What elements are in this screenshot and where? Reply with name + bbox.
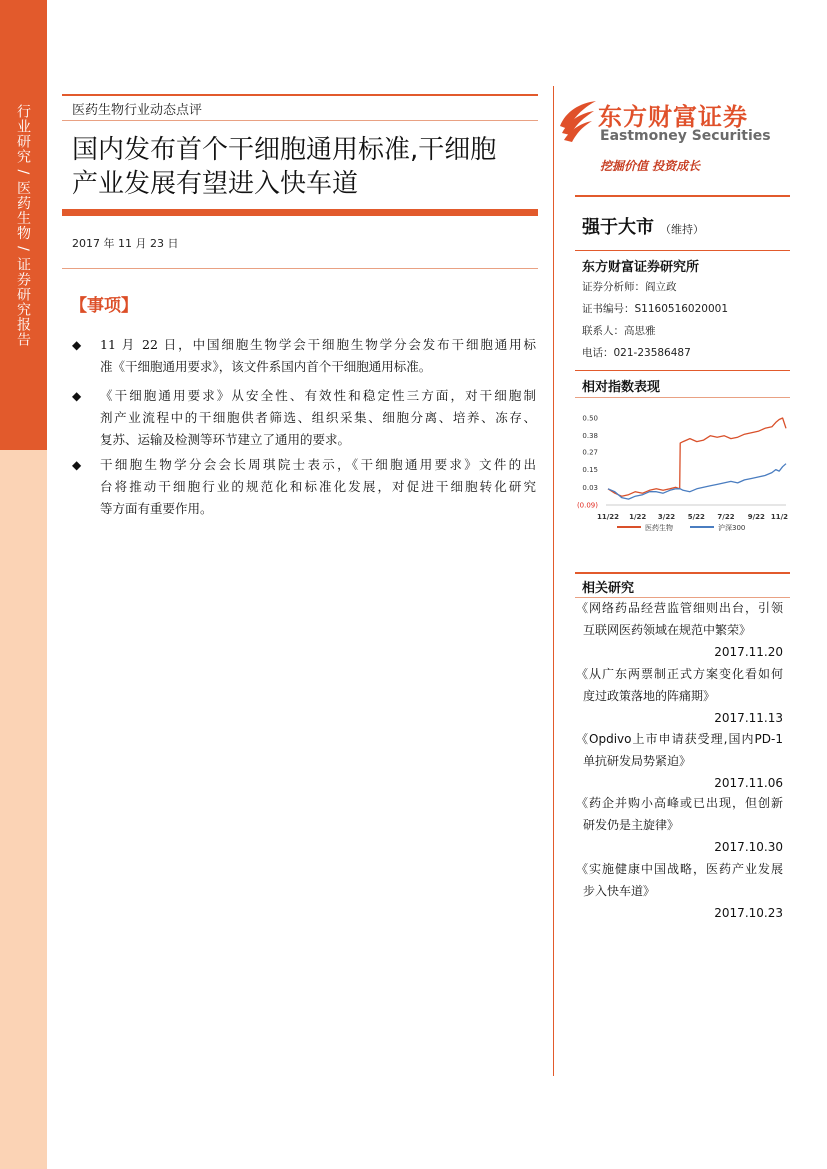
- related-report-title-line: 《药企并购小高峰或已出现，但创新: [576, 796, 783, 810]
- related-report-title-line: 《从广东两票制正式方案变化看如何: [576, 667, 783, 681]
- y-tick-label: 0.03: [582, 483, 598, 492]
- analyst-name: 证券分析师：阎立政: [582, 281, 677, 293]
- bullet-line: 准《干细胞通用要求》，该文件系国内首个干细胞通用标准。: [100, 359, 432, 374]
- related-report-item: [576, 663, 783, 729]
- eastmoney-logo-icon: [557, 98, 597, 144]
- legend-label: 沪深300: [718, 524, 746, 532]
- related-report-title-line: 《网络药品经营监管细则出台，引领: [576, 601, 783, 615]
- related-report-title-line: 度过政策落地的阵痛期》: [583, 689, 716, 703]
- related-report-title-line: 《实施健康中国战略，医药产业发展: [576, 862, 783, 876]
- bullet-item: [72, 454, 536, 524]
- chart-section-top-rule: [575, 370, 790, 371]
- diamond-bullet-icon: ◆: [72, 458, 82, 472]
- x-tick-label: 11/2: [770, 513, 788, 521]
- section-heading: 【事项】: [70, 296, 138, 316]
- y-tick-label: 0.50: [582, 414, 598, 423]
- x-tick-label: 1/22: [629, 513, 647, 521]
- related-report-title-line: 《Opdivo上市申请获受理,国内PD-1: [576, 732, 783, 746]
- bullet-line: 《干细胞通用要求》从安全性、有效性和稳定性三方面，对干细胞制: [100, 388, 536, 403]
- y-tick-label: 0.27: [582, 448, 598, 457]
- related-report-date: 2017.11.13: [714, 711, 783, 725]
- phone-number: 电话：021-23586487: [582, 347, 691, 359]
- x-tick-label: 3/22: [657, 513, 676, 521]
- related-report-date: 2017.11.06: [714, 776, 783, 790]
- bullet-line: 等方面有重要作用。: [100, 501, 213, 516]
- report-date: 2017 年 11 月 23 日: [72, 237, 179, 250]
- institute-name: 东方财富证券研究所: [582, 260, 700, 275]
- bullet-line: 台将推动干细胞行业的规范化和标准化发展，对促进干细胞转化研究: [100, 479, 536, 494]
- header-bottom-rule: [62, 120, 538, 121]
- column-divider: [553, 86, 554, 1076]
- brand-name: 东方财富证券: [598, 103, 748, 131]
- related-report-item: [576, 597, 783, 663]
- bullet-text: [100, 385, 536, 451]
- rating-bottom-rule: [575, 250, 790, 251]
- rating-note: （维持）: [660, 223, 704, 236]
- report-title: [72, 133, 496, 201]
- x-tick-label: 5/22: [687, 513, 705, 521]
- y-tick-label: 0.15: [582, 466, 598, 475]
- contact-person: 联系人：高思雅: [582, 325, 656, 337]
- report-category: 医药生物行业动态点评: [72, 103, 203, 118]
- sidebar-report-category: 行业研究 / 医药生物 / 证券研究报告: [15, 104, 31, 348]
- y-tick-label: (0.09): [576, 501, 598, 510]
- diamond-bullet-icon: ◆: [72, 389, 82, 403]
- diamond-bullet-icon: ◆: [72, 338, 82, 352]
- relative-index-chart: [575, 405, 790, 540]
- series-line-1: [608, 418, 786, 496]
- y-tick-label: 0.38: [582, 432, 598, 441]
- series-line-2: [608, 464, 786, 499]
- related-report-title-line: 互联网医药领域在规范中繁荣》: [583, 623, 752, 637]
- bullet-item: [72, 385, 536, 455]
- brand-slogan: 挖掘价值 投资成长: [600, 159, 701, 173]
- related-report-date: 2017.10.23: [714, 906, 783, 920]
- x-tick-label: 7/22: [717, 513, 735, 521]
- related-report-title-line: 研发仍是主旋律》: [583, 818, 680, 832]
- rating-label: 强于大市: [582, 217, 654, 238]
- bullet-text: [100, 334, 536, 378]
- report-title-line: 产业发展有望进入快车道: [72, 169, 359, 199]
- chart-section-heading: 相对指数表现: [582, 380, 661, 395]
- related-report-date: 2017.10.30: [714, 840, 783, 854]
- bullet-text: [100, 454, 536, 520]
- bullet-line: 11 月 22 日，中国细胞生物学会干细胞生物学分会发布干细胞通用标: [100, 337, 536, 352]
- title-accent-bar: [62, 209, 538, 216]
- related-report-item: [576, 728, 783, 794]
- rating: [582, 213, 704, 239]
- bullet-line: 干细胞生物学分会会长周琪院士表示，《干细胞通用要求》文件的出: [100, 457, 536, 472]
- certificate-number: 证书编号：S1160516020001: [582, 303, 729, 315]
- chart-section-bottom-rule: [575, 397, 790, 398]
- related-report-date: 2017.11.20: [714, 645, 783, 659]
- bullet-line: 复苏、运输及检测等环节建立了通用的要求。: [100, 432, 351, 447]
- header-top-rule: [62, 94, 538, 96]
- related-top-rule: [575, 572, 790, 574]
- brand-name-english: Eastmoney Securities: [600, 128, 771, 144]
- legend-label: 医药生物: [645, 524, 673, 532]
- related-report-item: [576, 858, 783, 924]
- related-report-item: [576, 792, 783, 858]
- bullet-line: 剂产业流程中的干细胞供者筛选、组织采集、细胞分离、培养、冻存、: [100, 410, 536, 425]
- sidebar-light-block: [0, 450, 47, 1169]
- rating-top-rule: [575, 195, 790, 197]
- related-heading: 相关研究: [582, 581, 635, 596]
- date-rule: [62, 268, 538, 269]
- related-report-title-line: 步入快车道》: [583, 884, 656, 898]
- related-report-title-line: 单抗研发局势紧迫》: [583, 754, 692, 768]
- report-title-line: 国内发布首个干细胞通用标准,干细胞: [72, 135, 497, 165]
- x-tick-label: 9/22: [747, 513, 765, 521]
- x-tick-label: 11/22: [596, 513, 620, 521]
